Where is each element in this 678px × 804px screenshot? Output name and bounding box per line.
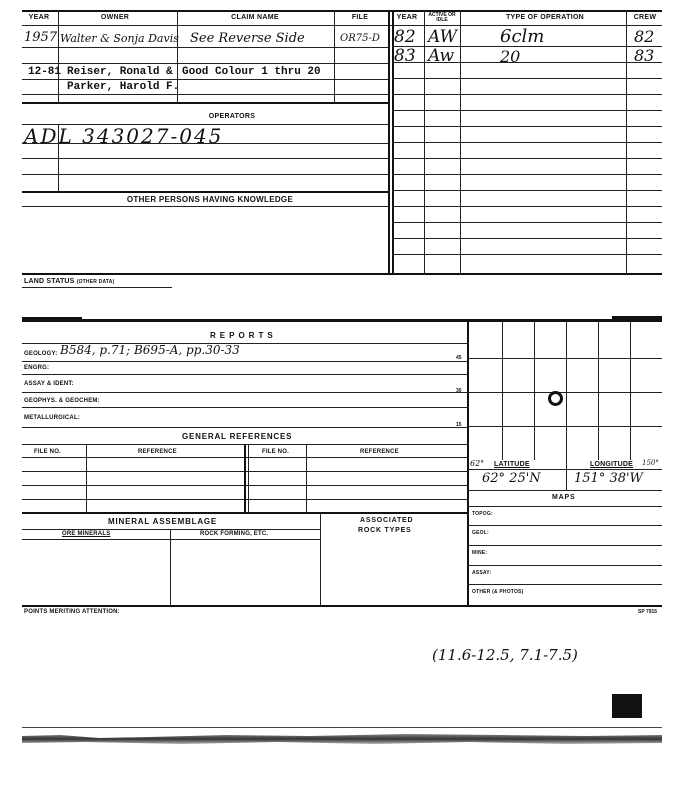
col-header-owner: OWNER	[100, 14, 130, 21]
rock-forming-label: ROCK FORMING, ETC.	[200, 531, 269, 537]
maps-topog: TOPOG:	[472, 511, 493, 517]
scale-30: 30	[456, 388, 462, 394]
land-status-title: LAND STATUS	[24, 278, 75, 285]
op-row-2-crew: 83	[634, 46, 655, 65]
scan-dark-band	[22, 728, 662, 748]
ref-col-file-no-2: FILE NO.	[262, 449, 289, 455]
col-header-crew: CREW	[633, 14, 657, 21]
form-number: SP 7915	[638, 609, 658, 615]
op-row-2-active: Aw	[428, 46, 455, 66]
mineral-assemblage-title: MINERAL ASSEMBLAGE	[108, 517, 218, 526]
col-header-file: FILE	[351, 14, 369, 21]
land-status-label	[24, 278, 114, 285]
points-meriting-attention: POINTS MERITING ATTENTION:	[24, 609, 120, 615]
metallurgical-label: METALLURGICAL:	[24, 415, 81, 421]
owner-row-2-year: 12-81	[28, 66, 62, 78]
op-row-1-active: AW	[428, 27, 458, 47]
maps-mine: MINE:	[472, 550, 488, 556]
maps-title: MAPS	[552, 494, 576, 501]
assay-ident-label: ASSAY & IDENT:	[24, 381, 74, 387]
owner-row-2-claim: Good Colour 1 thru 20	[182, 66, 321, 78]
col-header-type-of-operation: TYPE OF OPERATION	[505, 14, 585, 21]
owner-row-3-owner: Parker, Harold F.	[67, 81, 180, 93]
operators-title: OPERATORS	[208, 113, 256, 120]
lon-degree-mark: 150°	[642, 459, 659, 467]
op-row-1-year: 82	[394, 27, 416, 47]
op-row-1-crew: 82	[634, 27, 655, 46]
op-row-2-year: 83	[394, 46, 416, 66]
longitude-label: LONGITUDE	[590, 461, 634, 468]
ref-col-file-no: FILE NO.	[34, 449, 61, 455]
col-header-claim-name: CLAIM NAME	[231, 14, 279, 21]
land-status-sub: (OTHER DATA)	[76, 279, 115, 285]
col-header-op-year: YEAR	[396, 14, 418, 21]
ref-col-reference: REFERENCE	[138, 449, 177, 455]
owner-row-1-file: OR75-D	[340, 33, 380, 44]
latitude-label: LATITUDE	[494, 461, 530, 468]
scale-15: 15	[456, 422, 462, 428]
longitude-value: 151° 38'W	[574, 471, 643, 486]
col-header-active-idle: ACTIVE OR IDLE	[428, 12, 456, 23]
latitude-value: 62° 25'N	[482, 471, 541, 486]
maps-other: OTHER (& PHOTOS)	[472, 589, 524, 595]
ore-minerals-label: ORE MINERALS	[62, 531, 111, 537]
owner-row-1-owner: Walter & Sonja Davis	[60, 32, 179, 45]
ref-col-reference-2: REFERENCE	[360, 449, 399, 455]
operators-entry: ADL 343027-045	[24, 124, 224, 148]
scan-smudge	[612, 694, 642, 718]
col-header-year: YEAR	[28, 14, 50, 21]
op-row-1-type: 6clm	[500, 26, 545, 47]
location-marker-icon	[548, 391, 563, 406]
op-row-2-type: 20	[500, 47, 521, 66]
geophys-label: GEOPHYS. & GEOCHEM:	[24, 398, 100, 404]
geology-value: B584, p.71; B695-A, pp.30-33	[60, 343, 240, 357]
maps-assay: ASSAY:	[472, 570, 492, 576]
owner-row-2-owner: Reiser, Ronald &	[67, 66, 173, 78]
maps-geol: GEOL:	[472, 530, 489, 536]
engrg-label: ENGRG:	[24, 365, 50, 371]
scale-45: 45	[456, 355, 462, 361]
owner-row-1-year: 1957	[24, 30, 58, 45]
geology-label: GEOLOGY:	[24, 351, 58, 357]
associated-label: ASSOCIATED	[360, 517, 414, 524]
general-references-title: GENERAL REFERENCES	[182, 432, 293, 441]
owner-row-1-claim: See Reverse Side	[190, 31, 305, 46]
lat-degree-mark: 62°	[470, 459, 485, 468]
reports-title: REPORTS	[210, 331, 277, 340]
coords-note: (11.6-12.5, 7.1-7.5)	[432, 646, 578, 664]
rock-types-label: ROCK TYPES	[358, 527, 412, 534]
other-persons-title: OTHER PERSONS HAVING KNOWLEDGE	[126, 195, 294, 204]
